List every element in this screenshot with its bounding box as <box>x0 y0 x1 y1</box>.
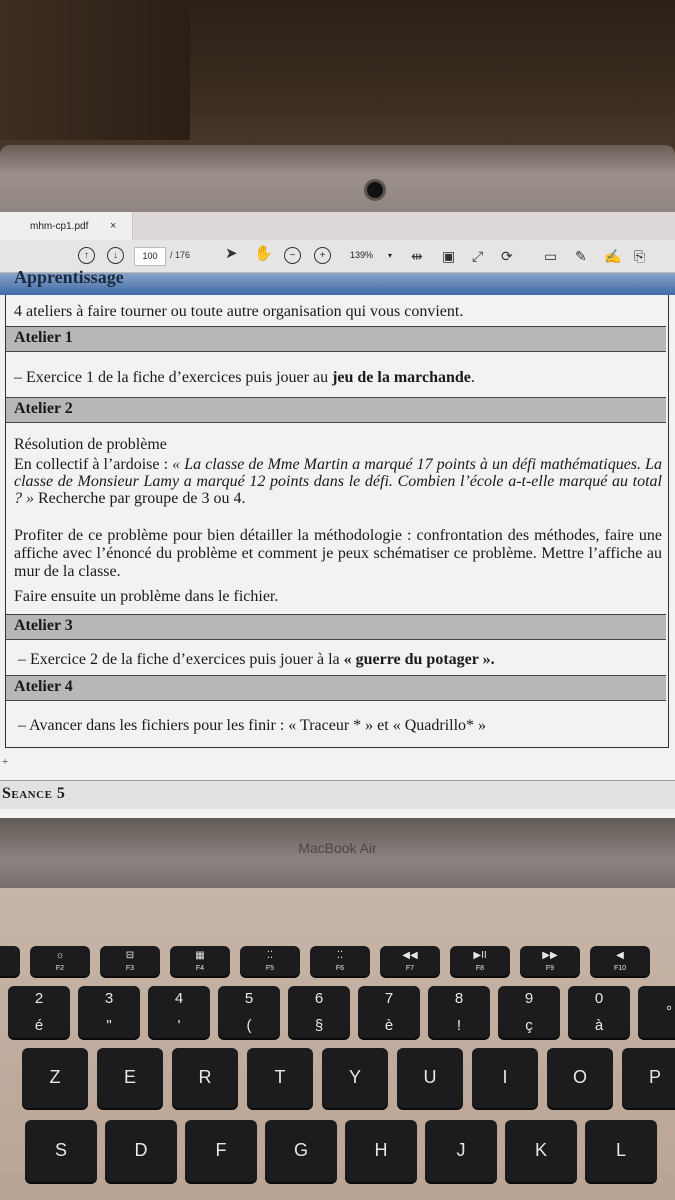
key-g-label: G <box>293 1139 308 1160</box>
atelier1-text-pre: – Exercice 1 de la fiche d’exercices puis jouer au <box>14 369 333 386</box>
key-o[interactable] <box>547 1048 613 1108</box>
tab-title: mhm-cp1.pdf <box>30 221 89 232</box>
key-fn-9[interactable] <box>520 946 580 976</box>
tab-bar <box>0 212 675 241</box>
atelier2-p2-post: Recherche par groupe de 3 ou 4. <box>34 490 246 507</box>
zoom-select[interactable] <box>340 247 398 264</box>
key-num-1-sublabel: " <box>106 1017 112 1034</box>
key-num-5-sublabel: è <box>384 1017 394 1034</box>
key-num-4-label: 6 <box>314 990 324 1007</box>
atelier3-title: Atelier 3 <box>14 617 73 634</box>
atelier2-p4: Faire ensuite un problème dans le fichier. <box>14 588 279 605</box>
key-i[interactable] <box>472 1048 538 1108</box>
key-num-9-label: ° <box>666 1002 672 1020</box>
section-heading: Apprentissage <box>14 267 124 287</box>
key-num-0-label: 2 <box>34 990 44 1007</box>
page-number-input[interactable]: 100 <box>134 247 166 266</box>
key-fn-6-sublabel: F6 <box>335 965 345 972</box>
key-fn-8[interactable] <box>450 946 510 976</box>
key-num-0-sublabel: é <box>34 1017 44 1034</box>
plus-marker: + <box>2 756 9 768</box>
key-fn-2-sublabel: F2 <box>55 965 65 972</box>
key-num-1[interactable] <box>78 986 140 1038</box>
tab-pdf[interactable] <box>0 212 133 240</box>
key-fn-10[interactable] <box>590 946 650 976</box>
key-num-6[interactable] <box>428 986 490 1038</box>
background-shelf <box>0 0 190 140</box>
key-t-label: T <box>274 1066 286 1087</box>
zoom-in-icon[interactable]: + <box>314 247 331 264</box>
atelier1-header <box>6 326 666 352</box>
key-num-4[interactable] <box>288 986 350 1038</box>
key-s-label: S <box>54 1139 67 1160</box>
fit-width-icon[interactable]: ⇹ <box>411 248 423 264</box>
key-r-label: R <box>198 1066 212 1087</box>
key-d[interactable] <box>105 1120 177 1182</box>
key-fn-10-label: ◀ <box>616 950 624 961</box>
key-fn-9-label: ▶▶ <box>542 950 558 961</box>
key-num-6-label: 8 <box>454 990 464 1007</box>
sign-icon[interactable]: ✍ <box>604 248 622 264</box>
key-fn-4-sublabel: F4 <box>195 965 205 972</box>
atelier3-text-bold: « guerre du potager ». <box>343 651 495 668</box>
atelier3-header <box>6 614 666 640</box>
key-f-label: F <box>215 1139 227 1160</box>
atelier4-text: – Avancer dans les fichiers pour les finir : « Traceur * » et « Quadrillo* » <box>18 717 487 734</box>
key-num-7[interactable] <box>498 986 560 1038</box>
key-fn-2-label: ☼ <box>55 950 65 961</box>
atelier3-text-pre: – Exercice 2 de la fiche d’exercices puis jouer à la <box>18 651 344 668</box>
atelier1-text <box>14 369 475 387</box>
key-i-label: I <box>502 1066 508 1087</box>
arrow-down-icon[interactable]: ↓ <box>107 247 124 264</box>
key-o-label: O <box>572 1066 587 1087</box>
key-u-label: U <box>423 1066 437 1087</box>
key-num-7-label: 9 <box>524 990 534 1007</box>
atelier4-title: Atelier 4 <box>14 678 73 695</box>
key-fn-6-label: ⁚⁚ <box>336 950 344 961</box>
key-num-1-label: 3 <box>104 990 114 1007</box>
key-e-label: E <box>123 1066 136 1087</box>
key-u[interactable] <box>397 1048 463 1108</box>
key-fn-4-label: ▦ <box>195 950 205 961</box>
key-j[interactable] <box>425 1120 497 1182</box>
key-num-5[interactable] <box>358 986 420 1038</box>
key-p[interactable] <box>622 1048 675 1108</box>
background-room <box>0 0 675 160</box>
key-num-3-label: 5 <box>244 990 254 1007</box>
key-r[interactable] <box>172 1048 238 1108</box>
zoom-out-icon[interactable]: − <box>284 247 301 264</box>
key-fn-5[interactable] <box>240 946 300 976</box>
key-num-7-sublabel: ç <box>525 1017 533 1034</box>
key-fn-4[interactable] <box>170 946 230 976</box>
atelier2-p2-quote: « La classe de Mme Martin a marqué 17 points à un défi mathématiques. La classe de Monsieur Lamy a marqué 12 points dans le défi. Combien l’école a-t-elle marqué au total ? » <box>14 456 663 507</box>
atelier1-title: Atelier 1 <box>14 329 73 346</box>
laptop-screen <box>0 212 675 818</box>
key-l[interactable] <box>585 1120 657 1182</box>
key-k[interactable] <box>505 1120 577 1182</box>
key-num-3[interactable] <box>218 986 280 1038</box>
key-j-label: J <box>456 1139 466 1160</box>
key-num-6-sublabel: ! <box>456 1017 462 1034</box>
hand-icon[interactable]: ✋ <box>254 245 273 262</box>
key-t[interactable] <box>247 1048 313 1108</box>
brand-label: MacBook Air <box>298 840 377 856</box>
atelier3-text <box>18 651 495 669</box>
key-num-2-sublabel: ' <box>177 1017 181 1034</box>
arrow-up-icon[interactable]: ↑ <box>78 247 95 264</box>
key-fn-6[interactable] <box>310 946 370 976</box>
key-num-5-label: 7 <box>384 990 394 1007</box>
fullscreen-icon[interactable]: ⤢ <box>472 248 484 264</box>
intro-text: 4 ateliers à faire tourner ou toute autre organisation qui vous convient. <box>14 303 464 320</box>
laptop-top-bezel <box>0 145 675 217</box>
atelier2-p1: Résolution de problème <box>14 436 167 453</box>
key-fn-5-sublabel: F5 <box>265 965 275 972</box>
key-fn-5-label: ⁚⁚ <box>266 950 274 961</box>
zoom-value: 139% <box>350 250 374 260</box>
key-y-label: Y <box>348 1066 361 1087</box>
key-num-2-label: 4 <box>174 990 184 1007</box>
key-fn-1[interactable] <box>0 946 20 976</box>
key-num-9[interactable] <box>638 986 675 1038</box>
key-fn-8-sublabel: F8 <box>475 965 485 972</box>
atelier1-text-bold: jeu de la marchande <box>332 369 471 386</box>
key-k-label: K <box>534 1139 547 1160</box>
share-icon[interactable]: ⎘ <box>634 248 646 264</box>
key-z[interactable] <box>22 1048 88 1108</box>
seance-heading-bar <box>0 780 675 809</box>
key-f[interactable] <box>185 1120 257 1182</box>
key-fn-1-sublabel <box>0 965 20 972</box>
key-s[interactable] <box>25 1120 97 1182</box>
key-p-label: P <box>648 1066 661 1087</box>
key-l-label: L <box>615 1139 626 1160</box>
key-num-3-sublabel: ( <box>246 1017 252 1034</box>
fit-page-icon[interactable]: ▣ <box>442 248 456 264</box>
close-icon[interactable]: × <box>110 220 117 232</box>
key-fn-3-sublabel: F3 <box>125 965 135 972</box>
key-h[interactable] <box>345 1120 417 1182</box>
rotate-icon[interactable]: ⟳ <box>501 248 513 264</box>
key-num-4-sublabel: § <box>314 1017 324 1034</box>
highlight-icon[interactable]: ✎ <box>575 248 587 264</box>
key-d-label: D <box>134 1139 148 1160</box>
key-num-2[interactable] <box>148 986 210 1038</box>
atelier2-header <box>6 397 666 423</box>
key-g[interactable] <box>265 1120 337 1182</box>
key-fn-7[interactable] <box>380 946 440 976</box>
key-fn-9-sublabel: F9 <box>545 965 555 972</box>
key-fn-7-label: ◀◀ <box>402 950 418 961</box>
key-fn-2[interactable] <box>30 946 90 976</box>
key-z-label: Z <box>49 1066 61 1087</box>
key-fn-8-label: ▶II <box>473 950 487 961</box>
key-num-8-label: 0 <box>594 990 604 1007</box>
pdf-page <box>0 267 675 818</box>
cursor-icon[interactable]: ➤ <box>225 245 238 262</box>
atelier2-p2-pre: En collectif à l’ardoise : <box>14 456 173 473</box>
key-num-8[interactable] <box>568 986 630 1038</box>
key-h-label: H <box>374 1139 388 1160</box>
key-y[interactable] <box>322 1048 388 1108</box>
key-e[interactable] <box>97 1048 163 1108</box>
atelier1-text-post: . <box>470 369 475 386</box>
key-fn-3-label: ⊟ <box>125 950 135 961</box>
page-total: / 176 <box>170 250 191 260</box>
key-num-8-sublabel: à <box>594 1017 604 1034</box>
webcam <box>367 182 383 198</box>
atelier2-title: Atelier 2 <box>14 400 73 417</box>
atelier4-header <box>6 675 666 701</box>
seance-heading: Seance 5 <box>2 785 66 802</box>
atelier2-p2 <box>14 456 662 507</box>
key-fn-10-sublabel: F10 <box>613 965 627 972</box>
key-fn-3[interactable] <box>100 946 160 976</box>
chevron-down-icon: ▾ <box>387 251 392 260</box>
key-num-0[interactable] <box>8 986 70 1038</box>
section-heading-bar <box>0 267 675 295</box>
comment-icon[interactable]: ▭ <box>544 248 558 264</box>
key-fn-7-sublabel: F7 <box>405 965 415 972</box>
atelier2-p3: Profiter de ce problème pour bien détailler la méthodologie : confrontation des méthodes, faire une affiche avec l’énoncé du problème et comment je peux schématiser ce problème. Mettre l’affiche au mur de la classe. <box>14 527 662 580</box>
